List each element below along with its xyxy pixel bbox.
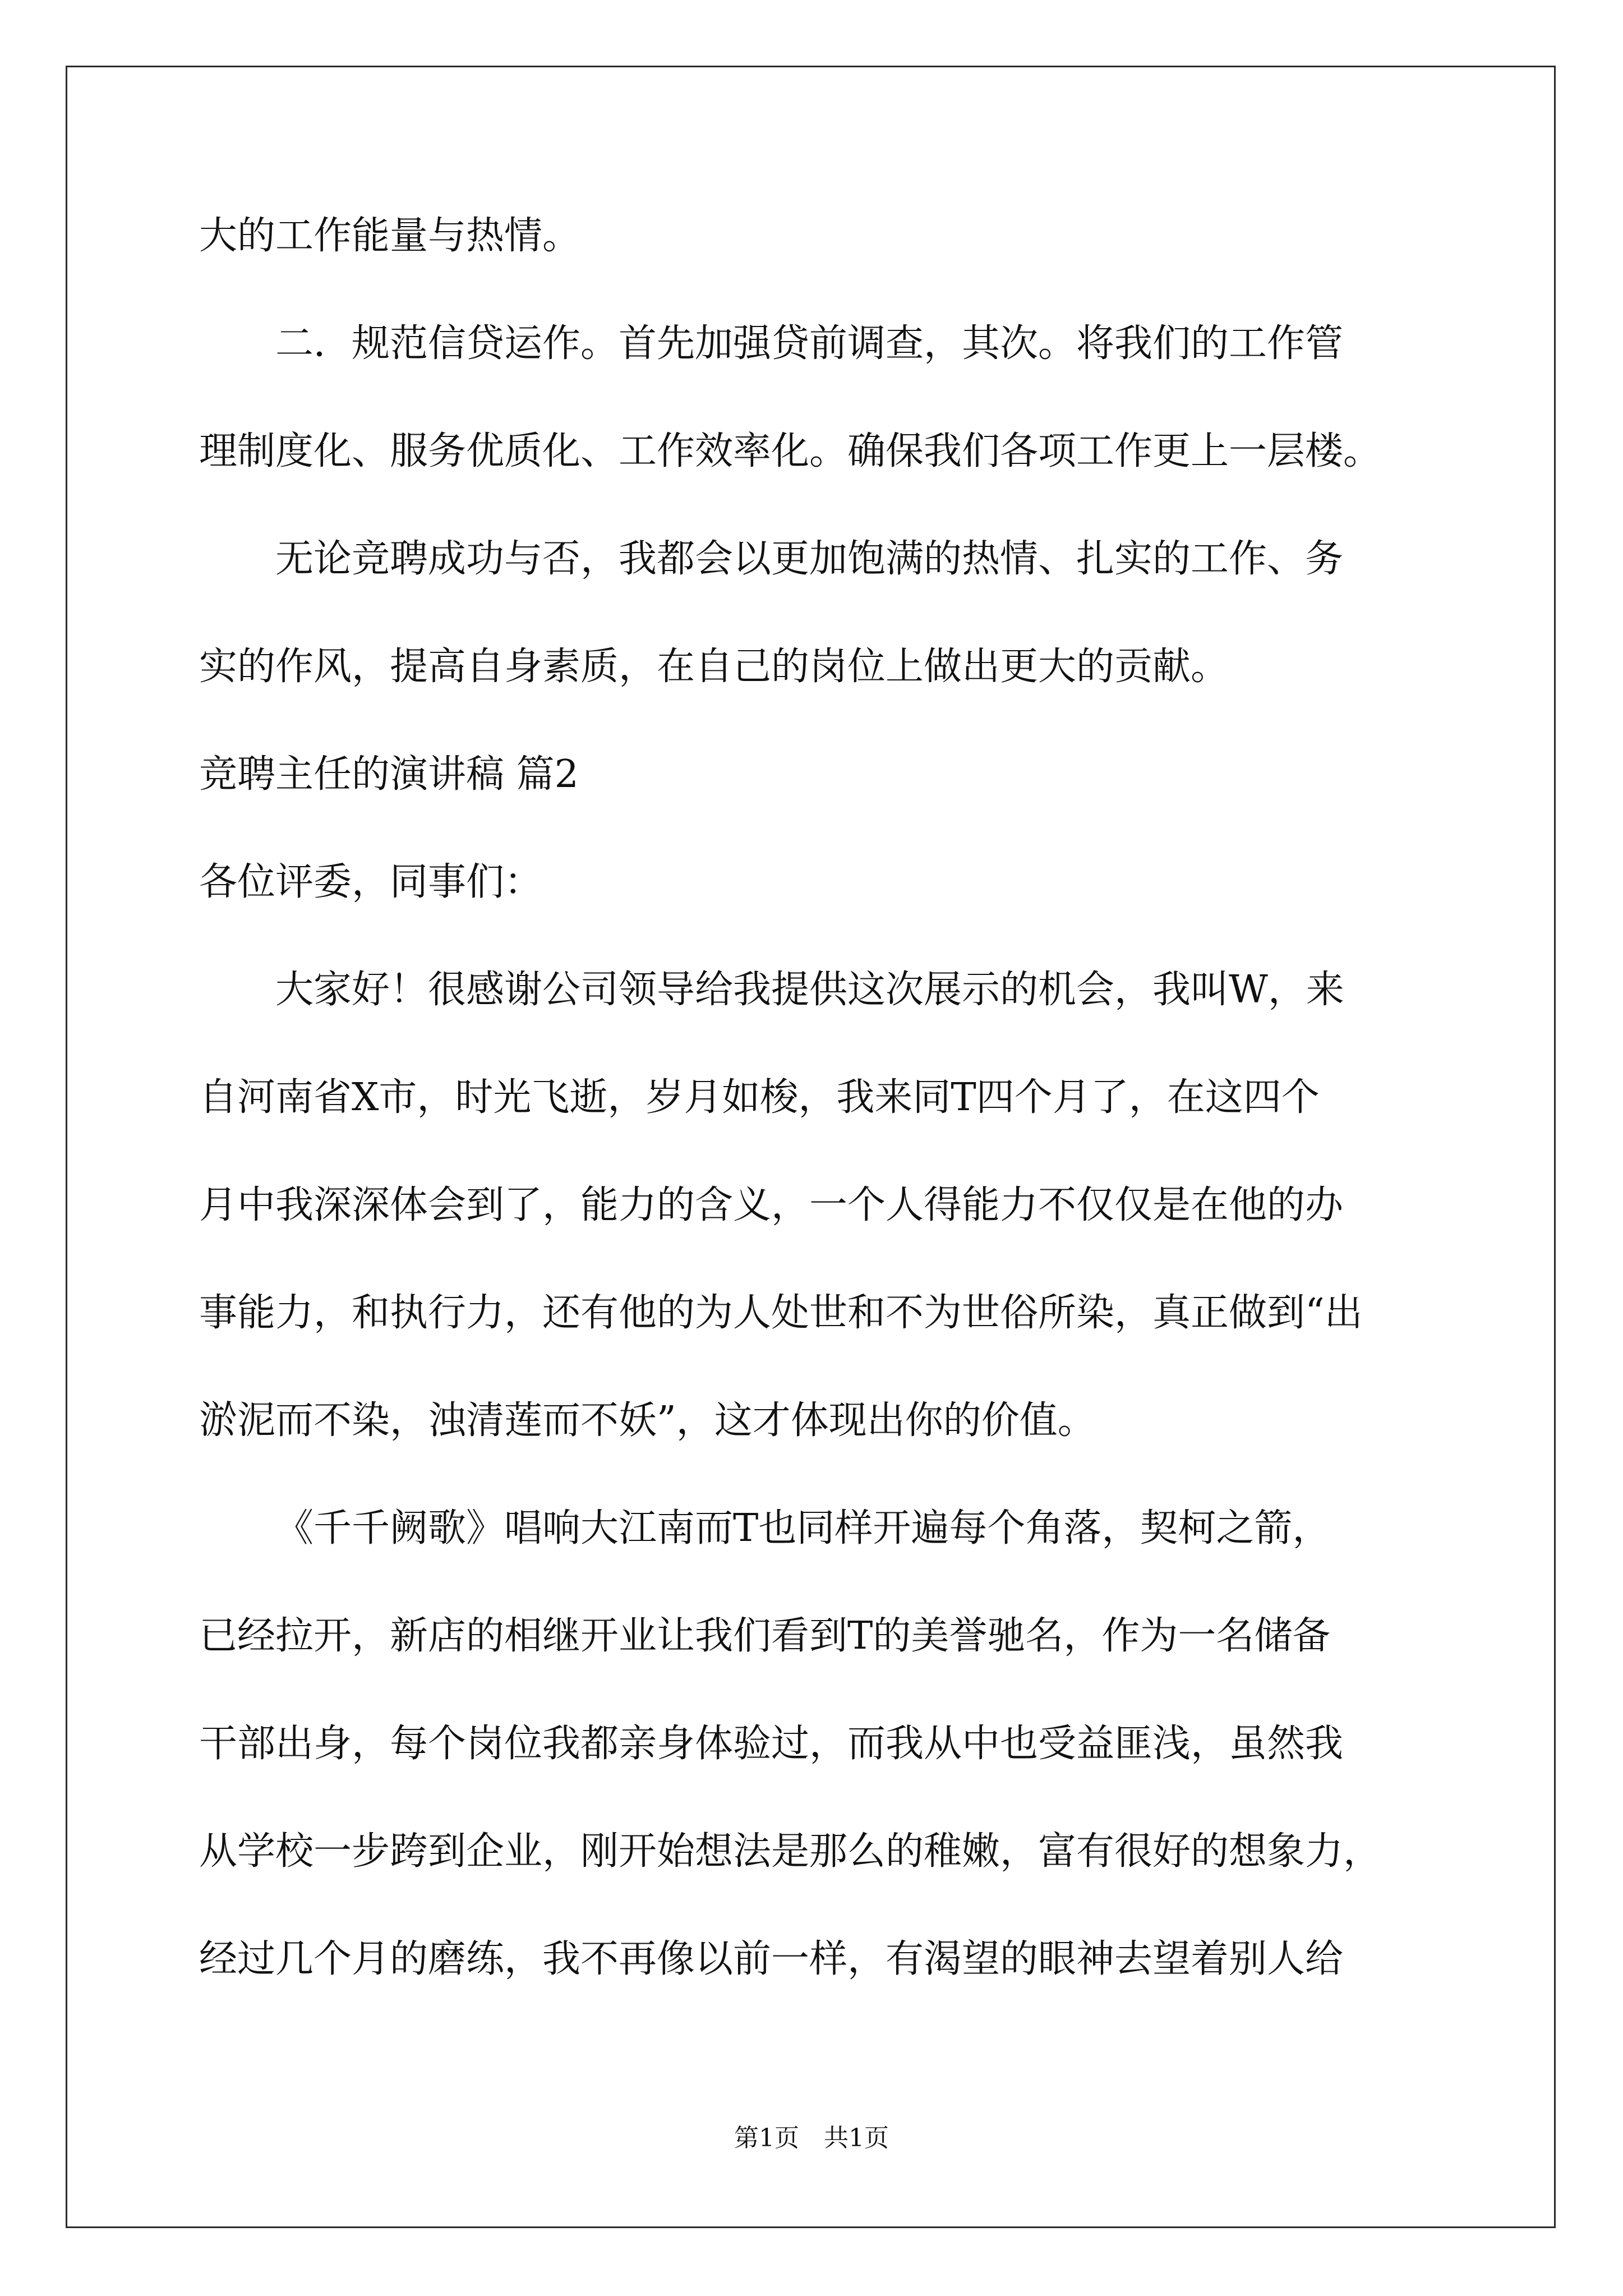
text-line: 二．规范信贷运作。首先加强贷前调查，其次。将我们的工作管 xyxy=(275,321,1344,366)
salutation: 各位评委，同事们： xyxy=(199,860,543,904)
text-line: 大的工作能量与热情。 xyxy=(199,214,581,258)
text-line: 淤泥而不染，浊清莲而不妖”，这才体现出你的价值。 xyxy=(199,1398,1096,1443)
text-line: 干部出身，每个岗位我都亲身体验过，而我从中也受益匪浅，虽然我 xyxy=(199,1722,1344,1766)
text-line: 经过几个月的磨练，我不再像以前一样，有渴望的眼神去望着别人给 xyxy=(199,1937,1344,1981)
page-footer: 第1页 共1页 xyxy=(734,2124,889,2152)
text-line: 月中我深深体会到了，能力的含义，一个人得能力不仅仅是在他的办 xyxy=(199,1183,1344,1227)
text-line: 事能力，和执行力，还有他的为人处世和不为世俗所染，真正做到“出 xyxy=(199,1291,1363,1335)
text-line: 实的作风，提高自身素质，在自己的岗位上做出更大的贡献。 xyxy=(199,645,1229,689)
text-line: 已经拉开，新店的相继开业让我们看到T的美誉驰名，作为一名储备 xyxy=(199,1614,1331,1658)
document-body xyxy=(199,208,1438,2039)
section-heading: 竞聘主任的演讲稿 篇2 xyxy=(199,752,579,797)
text-line: 《千千阙歌》唱响大江南而T也同样开遍每个角落，契柯之箭， xyxy=(275,1506,1331,1550)
text-line: 大家好！很感谢公司领导给我提供这次展示的机会，我叫W，来 xyxy=(275,968,1344,1012)
text-line: 理制度化、服务优质化、工作效率化。确保我们各项工作更上一层楼。 xyxy=(199,429,1382,473)
text-line: 自河南省X市，时光飞逝，岁月如梭，我来同T四个月了，在这四个 xyxy=(199,1075,1320,1120)
text-line: 无论竞聘成功与否，我都会以更加饱满的热情、扎实的工作、务 xyxy=(275,537,1344,581)
text-line: 从学校一步跨到企业，刚开始想法是那么的稚嫩，富有很好的想象力， xyxy=(199,1829,1382,1874)
